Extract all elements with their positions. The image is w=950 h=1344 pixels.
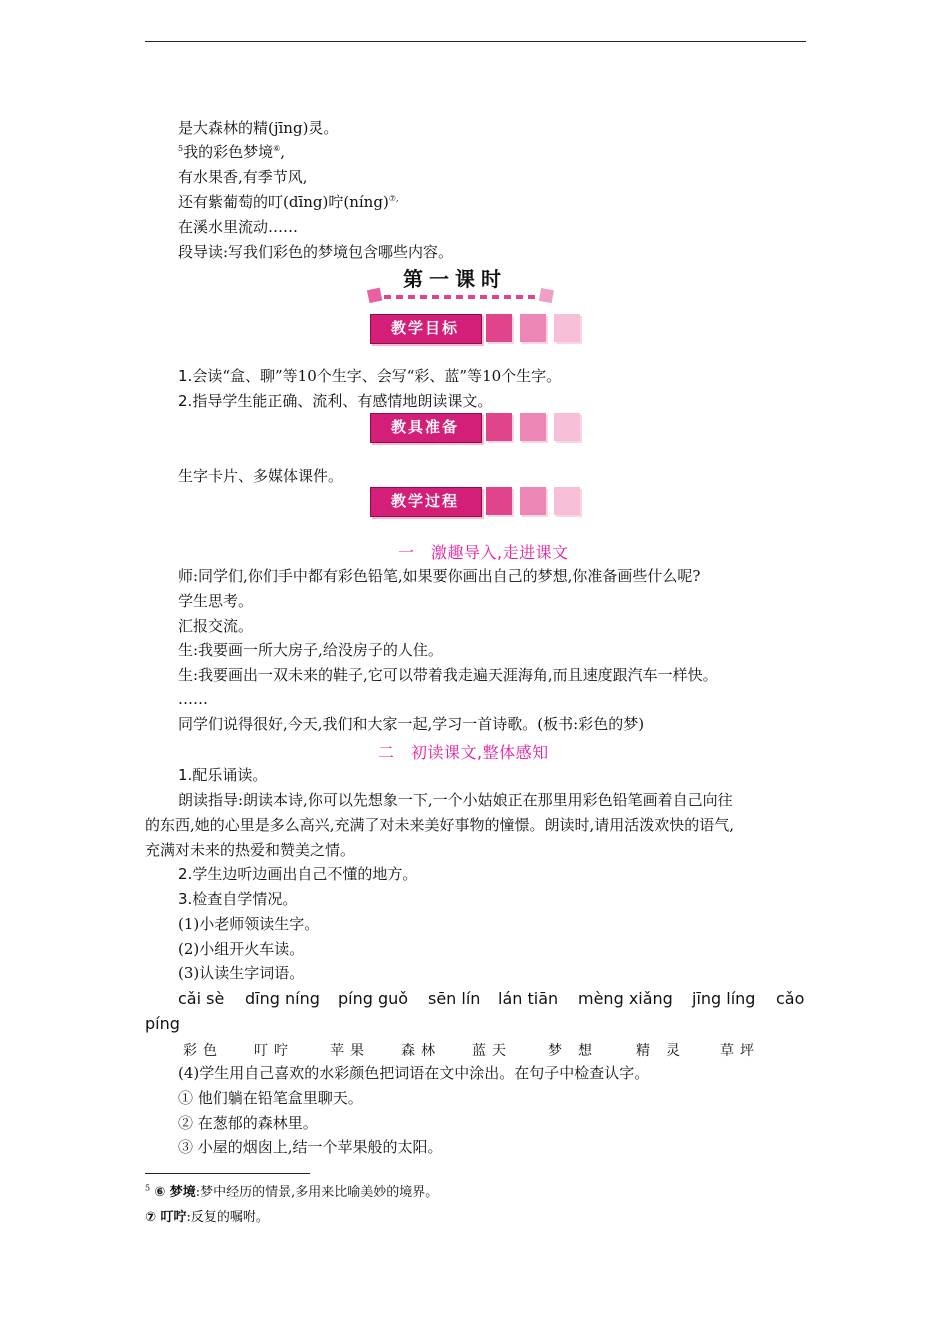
badge-square: [486, 314, 512, 342]
poem-line-3: 有水果香,有季节风,: [178, 168, 308, 186]
footnote-6-marker: 5: [145, 1183, 151, 1193]
badge-square: [520, 413, 546, 441]
poem-line-2-text: 我的彩色梦境: [183, 143, 274, 161]
goal-item-1: [178, 366, 561, 386]
word-pingguo: 苹果: [330, 1043, 370, 1059]
pinyin-caise: cǎi sè: [178, 989, 225, 1008]
footnote-7: [145, 1209, 269, 1227]
word-lantian: 蓝天: [472, 1043, 512, 1059]
poem-line-1: 是大森林的精(jīng)灵。: [178, 119, 339, 137]
section-1-line: 汇报交流。: [178, 617, 254, 635]
word-jingling: 精灵: [636, 1043, 696, 1059]
pinyin-dingning: dīng níng: [245, 989, 320, 1008]
footnote-rule: [145, 1173, 310, 1174]
footnote-7-definition: :反复的嘱咐。: [186, 1210, 269, 1225]
sentence-1: ① 他们躺在铅笔盒里聊天。: [178, 1089, 363, 1107]
goal-item-1-text: 会读“盒、聊”等10个生字、会写“彩、蓝”等10个生字。: [192, 367, 562, 385]
pinyin-pingguo: píng guǒ: [338, 989, 409, 1008]
sub-step-3: (3)认读生字词语。: [178, 964, 305, 982]
pinyin-ping: píng: [145, 1014, 180, 1033]
reading-guide-line-1: 朗读指导:朗读本诗,你可以先想象一下,一个小姑娘正在那里用彩色铅笔画着自己向往: [178, 791, 733, 809]
footnote-7-term: ⑦ 叮咛: [145, 1210, 187, 1225]
poem-line-5: 在溪水里流动……: [178, 218, 299, 236]
lesson-title: 第一课时: [403, 267, 507, 291]
step-1: [178, 765, 267, 785]
section-1-line: 生:我要画一所大房子,给没房子的人住。: [178, 641, 443, 659]
poem-line-2-marker: 5: [178, 144, 184, 153]
section-1-line: 学生思考。: [178, 592, 254, 610]
sub-step-1: (1)小老师领读生字。: [178, 915, 320, 933]
pinyin-jingling: jīng líng: [692, 989, 756, 1008]
footnote-ref-6: ⑥: [273, 144, 281, 153]
reading-guide-line-2: 的东西,她的心里是多么高兴,充满了对未来美好事物的憧憬。朗读时,请用活泼欢快的语气,: [145, 816, 735, 834]
badge-label: 教学目标: [390, 319, 459, 337]
poem-line-4: [178, 192, 399, 212]
pinyin-mengxiang: mèng xiǎng: [578, 989, 673, 1008]
word-senlin: 森林: [401, 1043, 441, 1059]
word-dingning: 叮咛: [254, 1043, 294, 1059]
section-2-title: 二 初读课文,整体感知: [378, 743, 549, 762]
goal-item-2-num: 2.: [178, 392, 193, 410]
step-1-text: 配乐诵读。: [192, 766, 268, 784]
step-2: [178, 864, 417, 884]
step-2-text: 学生边听边画出自己不懂的地方。: [192, 865, 418, 883]
footnote-6-definition: :梦中经历的情景,多用来比喻美妙的境界。: [195, 1185, 439, 1200]
sentence-3: ③ 小屋的烟囱上,结一个苹果般的太阳。: [178, 1138, 443, 1156]
badge-square: [486, 413, 512, 441]
footnote-6: [145, 1184, 438, 1202]
reading-guide-line-3: 充满对未来的热爱和赞美之情。: [145, 841, 356, 859]
badge-square: [486, 487, 512, 515]
sentence-2: ② 在葱郁的森林里。: [178, 1114, 318, 1132]
footnote-6-term: ⑥ 梦境: [154, 1185, 196, 1200]
lesson-title-decoration: [366, 286, 556, 306]
word-caoping: 草坪: [720, 1043, 760, 1059]
section-1-line: 同学们说得很好,今天,我们和大家一起,学习一首诗歌。(板书:彩色的梦): [178, 715, 645, 733]
section-1-title: 一 激趣导入,走进课文: [398, 543, 569, 562]
step-3-num: 3.: [178, 890, 193, 908]
sub-step-4: (4)学生用自己喜欢的水彩颜色把词语在文中涂出。在句子中检查认字。: [178, 1064, 650, 1082]
pinyin-cao: cǎo: [776, 989, 805, 1008]
badge-label: 教学过程: [390, 492, 459, 510]
word-mengxiang: 梦想: [548, 1043, 608, 1059]
badge-label: 教具准备: [390, 418, 459, 436]
pinyin-lantian: lán tiān: [498, 989, 559, 1008]
section-1-line: 师:同学们,你们手中都有彩色铅笔,如果要你画出自己的梦想,你准备画些什么呢?: [178, 567, 701, 585]
badge-square: [554, 413, 580, 441]
step-1-num: 1.: [178, 766, 193, 784]
header-rule: [145, 41, 806, 42]
badge-square: [554, 314, 580, 342]
tools-text: 生字卡片、多媒体课件。: [178, 467, 344, 485]
sub-step-2: (2)小组开火车读。: [178, 940, 305, 958]
poem-line-2: $^5$我的彩色梦境⑥,: [178, 143, 286, 161]
goal-item-2: [178, 391, 492, 411]
goal-item-1-num: 1.: [178, 367, 193, 385]
word-caise: 彩色: [183, 1043, 223, 1059]
step-2-num: 2.: [178, 865, 193, 883]
badge-square: [554, 487, 580, 515]
pinyin-senlin: sēn lín: [428, 989, 481, 1008]
footnote-ref-7: ⑦,: [388, 194, 399, 203]
badge-square: [520, 314, 546, 342]
step-3: [178, 889, 297, 909]
goal-item-2-text: 指导学生能正确、流利、有感情地朗读课文。: [192, 392, 493, 410]
badge-square: [520, 487, 546, 515]
section-1-line: ……: [178, 690, 208, 708]
poem-line-4-text: 还有紫葡萄的叮(dīng)咛(níng): [178, 193, 389, 211]
section-1-line: 生:我要画出一双未来的鞋子,它可以带着我走遍天涯海角,而且速度跟汽车一样快。: [178, 666, 718, 684]
paragraph-guide: 段导读:写我们彩色的梦境包含哪些内容。: [178, 243, 454, 261]
step-3-text: 检查自学情况。: [192, 890, 298, 908]
